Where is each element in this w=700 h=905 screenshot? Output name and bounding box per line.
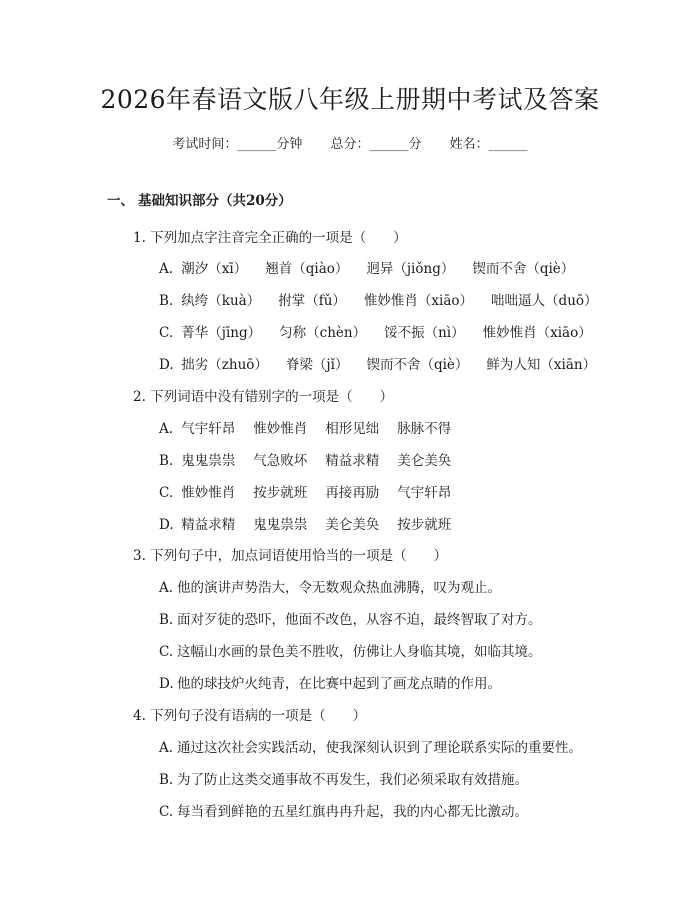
- option-letter: A.: [159, 740, 174, 756]
- option-item: 馁不振（nì）: [384, 325, 465, 341]
- option-item: 翘首（qiào）: [265, 261, 349, 277]
- option-item: 拙劣（zhuō）: [181, 357, 268, 373]
- option-row: [159, 289, 598, 309]
- option-item: 锲而不舍（qiè）: [366, 357, 469, 373]
- page-title: 2026年春语文版八年级上册期中考试及答案: [100, 85, 600, 114]
- section-title: 基础知识部分（共20分）: [138, 193, 292, 209]
- question-stem: 2. 下列词语中没有错别字的一项是（ ）: [133, 389, 394, 405]
- option-row: [159, 513, 451, 533]
- option-letter: B.: [159, 772, 174, 788]
- option-item: 为了防止这类交通事故不再发生，我们必须采取有效措施。: [177, 772, 528, 788]
- option-row: [159, 449, 451, 469]
- option-item: 匀称（chèn）: [279, 325, 367, 341]
- option-item: 脊梁（jǐ）: [285, 357, 349, 373]
- total-score-field: 总分：______分: [330, 137, 422, 152]
- option-letter: D.: [159, 676, 174, 692]
- option-item: 纨绔（kuà）: [181, 293, 261, 309]
- option-letter: A.: [159, 261, 174, 277]
- option-item: 气急败坏: [253, 453, 308, 469]
- option-item: 惟妙惟肖（xiāo）: [363, 293, 474, 309]
- question-stem: 3. 下列句子中，加点词语使用恰当的一项是（ ）: [133, 548, 448, 564]
- option-row: [159, 353, 596, 373]
- option-item: 惟妙惟肖: [181, 485, 236, 501]
- section-number: 一、: [107, 193, 134, 209]
- option-item: 美仑美奂: [325, 517, 380, 533]
- section-heading: [107, 189, 292, 209]
- option-item: 精益求精: [181, 517, 236, 533]
- option-item: 脉脉不得: [397, 421, 452, 437]
- option-item: 拊掌（fǔ）: [278, 293, 346, 309]
- exam-time-field: 考试时间：______分钟: [172, 137, 303, 152]
- option-item: 锲而不舍（qiè）: [472, 261, 575, 277]
- option-item: 鲜为人知（xiān）: [486, 357, 597, 373]
- option-row: [159, 321, 592, 341]
- option-item: 相形见绌: [325, 421, 380, 437]
- option-letter: A.: [159, 421, 174, 437]
- option-item: 气宇轩昂: [397, 485, 452, 501]
- option-row: [159, 672, 501, 692]
- option-letter: C.: [159, 325, 174, 341]
- option-item: 潮汐（xī）: [181, 261, 248, 277]
- question-stem: 1. 下列加点字注音完全正确的一项是（ ）: [133, 230, 407, 246]
- option-item: 按步就班: [253, 485, 308, 501]
- option-letter: D.: [159, 517, 174, 533]
- option-row: [159, 608, 542, 628]
- option-item: 咄咄逼人（duō）: [491, 293, 598, 309]
- name-field: 姓名：______: [449, 137, 528, 152]
- option-item: 面对歹徒的恐吓，他面不改色，从容不迫，最终智取了对方。: [177, 612, 542, 628]
- option-item: 鬼鬼祟祟: [181, 453, 236, 469]
- option-item: 他的球技炉火纯青，在比赛中起到了画龙点睛的作用。: [177, 676, 501, 692]
- option-row: [159, 576, 501, 596]
- option-item: 这幅山水画的景色美不胜收，仿佛让人身临其境，如临其境。: [177, 644, 542, 660]
- option-item: 迥异（jiǒng）: [366, 261, 455, 277]
- option-letter: C.: [159, 644, 174, 660]
- option-item: 按步就班: [397, 517, 452, 533]
- exam-info: [0, 133, 700, 152]
- option-row: [159, 768, 528, 788]
- option-item: 美仑美奂: [397, 453, 452, 469]
- option-letter: A.: [159, 580, 174, 596]
- option-item: 惟妙惟肖: [253, 421, 308, 437]
- option-item: 精益求精: [325, 453, 380, 469]
- option-letter: B.: [159, 293, 174, 309]
- option-item: 每当看到鲜艳的五星红旗冉冉升起，我的内心都无比激动。: [177, 804, 528, 820]
- option-letter: B.: [159, 453, 174, 469]
- option-row: [159, 800, 528, 820]
- option-item: 他的演讲声势浩大，令无数观众热血沸腾，叹为观止。: [177, 580, 501, 596]
- option-row: [159, 640, 542, 660]
- option-item: 通过这次社会实践活动，使我深刻认识到了理论联系实际的重要性。: [177, 740, 582, 756]
- option-item: 再接再励: [325, 485, 380, 501]
- option-item: 惟妙惟肖（xiāo）: [482, 325, 592, 341]
- option-row: [159, 736, 582, 756]
- option-letter: D.: [159, 357, 174, 373]
- option-row: [159, 257, 574, 277]
- option-row: [159, 417, 451, 437]
- option-letter: C.: [159, 485, 174, 501]
- option-letter: B.: [159, 612, 174, 628]
- option-row: [159, 481, 451, 501]
- option-item: 鬼鬼祟祟: [253, 517, 308, 533]
- question-stem: 4. 下列句子没有语病的一项是（ ）: [133, 708, 367, 724]
- option-letter: C.: [159, 804, 174, 820]
- option-item: 菁华（jīng）: [181, 325, 262, 341]
- option-item: 气宇轩昂: [181, 421, 236, 437]
